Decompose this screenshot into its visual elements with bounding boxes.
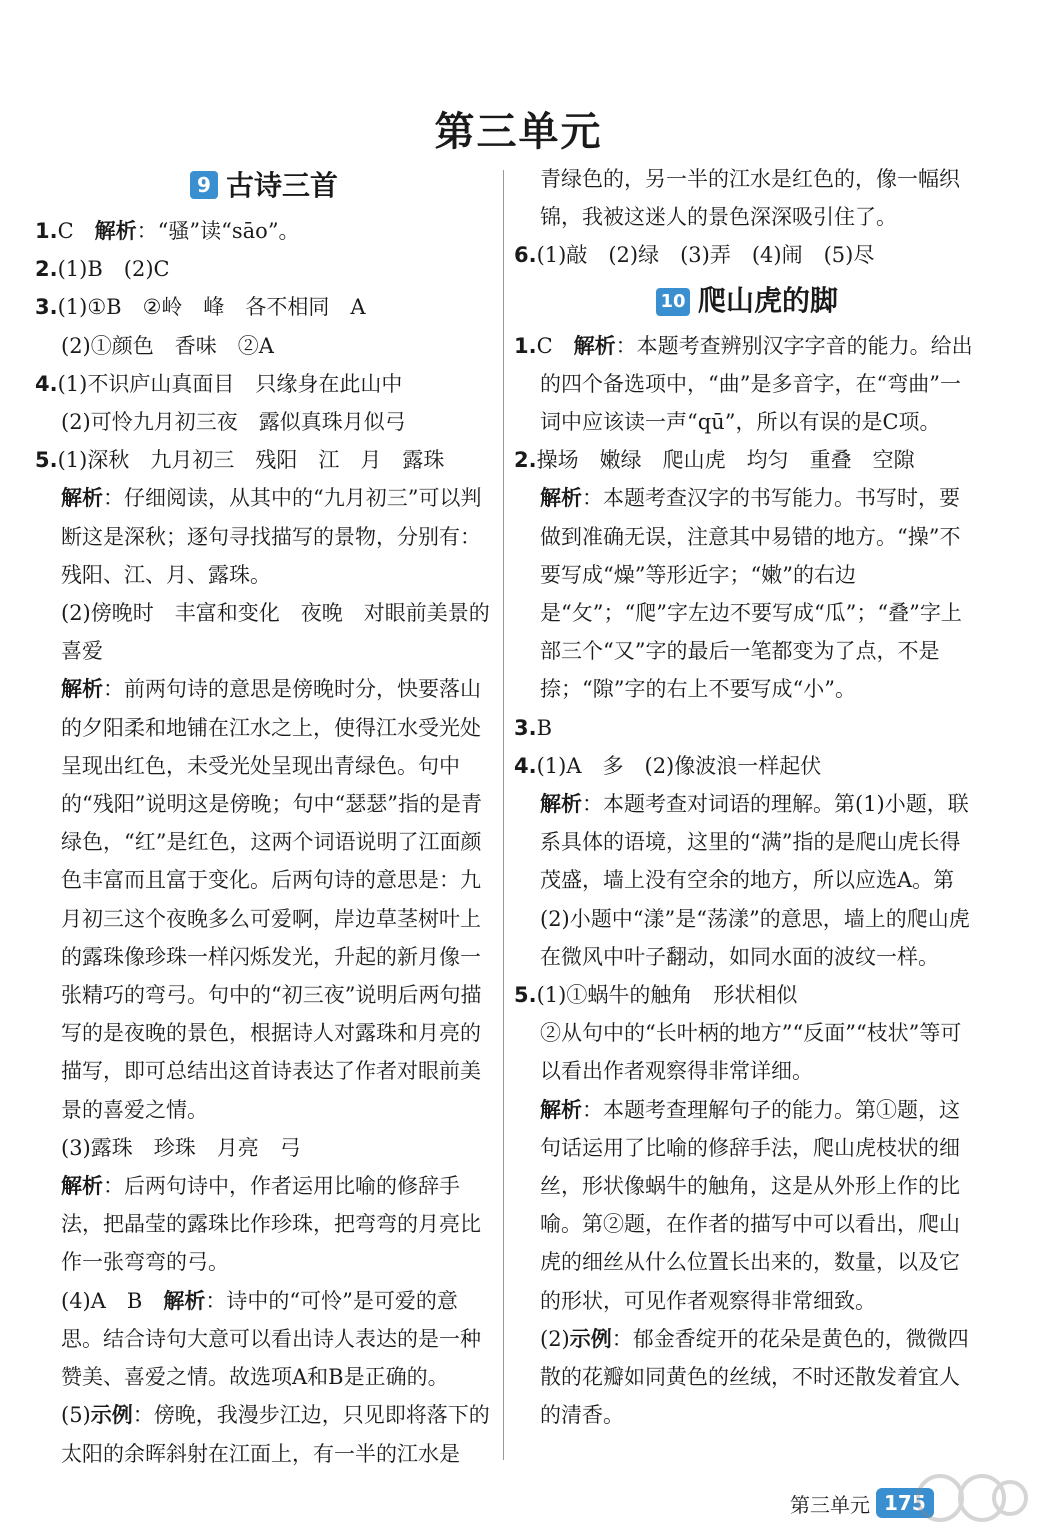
analysis-paragraph: 解析：前两句诗的意思是傍晚时分，快要落山的夕阳柔和地铺在江水之上，使得江水受光处呈现出红色，未受光处呈现出青绿色。句中的“残阳”说明这是傍晚；句中“瑟瑟”指的是青绿色，“红”是红色，这两个词语说明了江面颜色丰富而且富于变化。后两句诗的意思是：九月初三这个夜晚多么可爱啊，岸边草茎树叶上的露珠像珍珠一样闪烁发光，升起的新月像一张精巧的弯弓。句中的“初三夜”说明后两句描写的是夜晚的景色，根据诗人对露珠和月亮的描写，即可总结出这首诗表达了作者对眼前美景的喜爱之情。 bbox=[61, 677, 482, 1122]
analysis-paragraph: 解析：本题考查对词语的理解。第(1)小题，联系具体的语境，这里的“满”指的是爬山虎长得茂盛，墙上没有空余的地方，所以应选A。第(2)小题中“漾”是“荡漾”的意思，墙上的爬山虎在微风中叶子翻动，如同水面的波纹一样。 bbox=[540, 792, 970, 969]
answer-subitem: (2)可怜九月初三夜 露似真珠月似弓 bbox=[61, 410, 406, 435]
answer-item: 2.(1)B (2)C bbox=[35, 257, 170, 282]
answer-item: 5.(1)深秋 九月初三 残阳 江 月 露珠 bbox=[35, 448, 445, 473]
answer-item: 1.C 解析：本题考查辨别汉字字音的能力。给出的四个备选项中，“曲”是多音字，在“弯曲”一词中应该读一声“qū”，所以有误的是C项。 bbox=[514, 333, 973, 435]
lesson-10-title: 爬山虎的脚 bbox=[697, 283, 838, 317]
column-divider bbox=[503, 170, 504, 1460]
answer-subitem: (5)示例：傍晚，我漫步江边，只见即将落下的太阳的余晖斜射在江面上，有一半的江水是 bbox=[61, 1403, 490, 1466]
unit-title: 第三单元 bbox=[434, 109, 603, 155]
answer-item: 4.(1)A 多 (2)像波浪一样起伏 bbox=[514, 753, 822, 778]
analysis-paragraph: 解析：本题考查理解句子的能力。第①题，这句话运用了比喻的修辞手法，爬山虎枝状的细丝，形状像蜗牛的触角，这是从外形上作的比喻。第②题，在作者的描写中可以看出，爬山虎的细丝从什么位置长出来的，数量，以及它的形状，可见作者观察得非常细致。 bbox=[540, 1097, 960, 1313]
right-column bbox=[514, 160, 980, 1435]
footer-unit-label: 第三单元 bbox=[790, 1493, 870, 1517]
answer-item: 6.(1)敲 (2)绿 (3)弄 (4)闹 (5)尽 bbox=[514, 243, 875, 268]
answer-item: 4.(1)不识庐山真面目 只缘身在此山中 bbox=[35, 371, 403, 396]
answer-item: 5.(1)①蜗牛的触角 形状相似 bbox=[514, 983, 798, 1008]
lesson-9-heading bbox=[35, 160, 493, 212]
answer-subitem: (2)示例：郁金香绽开的花朵是黄色的，微微四散的花瓣如同黄色的丝绒，不时还散发着宜人的清香。 bbox=[540, 1326, 969, 1428]
watermark-logo bbox=[910, 1470, 1030, 1532]
answer-item: 1.C 解析：“骚”读“sāo”。 bbox=[35, 219, 300, 243]
answer-subitem: (3)露珠 珍珠 月亮 弓 bbox=[61, 1135, 301, 1160]
answer-item: 3.(1)①B ②岭 峰 各不相同 A bbox=[35, 295, 366, 320]
analysis-paragraph: 解析：后两句诗中，作者运用比喻的修辞手法，把晶莹的露珠比作珍珠，把弯弯的月亮比作一张弯弯的弓。 bbox=[61, 1174, 481, 1275]
answer-subitem: (4)A B 解析：诗中的“可怜”是可爱的意思。结合诗句大意可以看出诗人表达的是一种赞美、喜爱之情。故选项A和B是正确的。 bbox=[61, 1288, 481, 1390]
answer-item: 3.B bbox=[514, 715, 553, 740]
lesson-9-title: 古诗三首 bbox=[225, 169, 338, 202]
analysis-paragraph: 解析：本题考查汉字的书写能力。书写时，要做到准确无误，注意其中易错的地方。“操”不要写成“燥”等形近字；“嫩”的右边是“攵”；“爬”字左边不要写成“瓜”；“叠”字上部三个“又”字的最后一笔都变为了点，不是捺；“隙”字的右上不要写成“小”。 bbox=[540, 486, 962, 702]
lesson-10-badge: 10 bbox=[656, 288, 690, 316]
page-number: 175 bbox=[876, 1488, 934, 1518]
lesson-9-badge: 9 bbox=[190, 171, 218, 199]
answer-subitem: (2)傍晚时 丰富和变化 夜晚 对眼前美景的喜爱 bbox=[61, 601, 490, 664]
answer-item: 2.操场 嫩绿 爬山虎 均匀 重叠 空隙 bbox=[514, 448, 915, 473]
continued-paragraph: 青绿色的，另一半的江水是红色的，像一幅织锦，我被这迷人的景色深深吸引住了。 bbox=[540, 167, 960, 230]
answer-subitem: ②从句中的“长叶柄的地方”“反面”“枝状”等可以看出作者观察得非常详细。 bbox=[540, 1021, 962, 1084]
left-column bbox=[35, 160, 493, 1473]
lesson-10-heading bbox=[514, 275, 980, 327]
analysis-paragraph: 解析：仔细阅读，从其中的“九月初三”可以判断这是深秋；逐句寻找描写的景物，分别有：残阳、江、月、露珠。 bbox=[61, 486, 482, 587]
answer-subitem: (2)①颜色 香味 ②A bbox=[61, 333, 274, 358]
